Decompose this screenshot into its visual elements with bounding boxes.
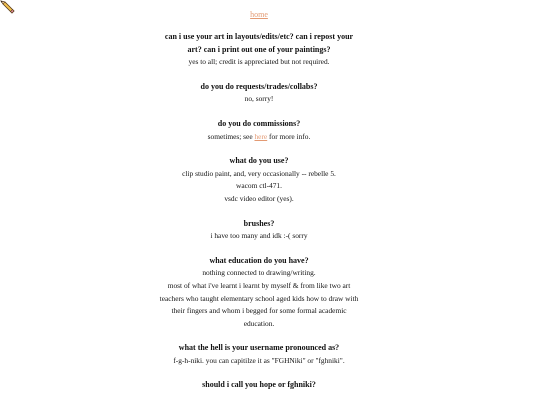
faq-item-education bbox=[0, 255, 518, 331]
faq-item-tools bbox=[0, 155, 518, 205]
faq-question: do you do requests/trades/collabs? bbox=[200, 81, 318, 91]
answer-line: i have too many and idk :-( sorry bbox=[210, 231, 308, 241]
faq-item-usage bbox=[0, 31, 518, 69]
answer-line: most of what i've learnt i learnt by myself & from like two art teachers who taught elementary school aged kids how to draw with their fingers and whom i begged for some formal academic education. bbox=[159, 280, 359, 328]
faq-list bbox=[0, 31, 518, 404]
faq-question: what the hell is your username pronounced as? bbox=[178, 343, 340, 353]
faq-answer bbox=[159, 267, 359, 330]
faq-question: brushes? bbox=[243, 218, 275, 228]
answer-text: for more info. bbox=[267, 131, 311, 141]
answer-line: wacom ctl-471. bbox=[236, 181, 282, 191]
faq-answer bbox=[159, 56, 359, 69]
faq-item-username bbox=[0, 342, 518, 367]
answer-line: vsdc video editor (yes). bbox=[224, 193, 294, 203]
answer-line: yes to all; credit is appreciated but not required. bbox=[188, 57, 330, 67]
answer-text: sometimes; see bbox=[207, 131, 255, 141]
faq-answer bbox=[159, 131, 359, 144]
faq-item-name bbox=[0, 379, 518, 392]
faq-question: can i use your art in layouts/edits/etc? can i repost your art? can i print out one of your paintings? bbox=[164, 32, 354, 54]
faq-question: what do you use? bbox=[229, 156, 289, 166]
faq-question: should i call you hope or fghniki? bbox=[202, 380, 316, 390]
faq-answer bbox=[159, 355, 359, 368]
faq-question: do you do commissions? bbox=[217, 118, 301, 128]
answer-line: clip studio paint, and, very occasionally -- rebelle 5. bbox=[182, 168, 336, 178]
faq-item-commissions bbox=[0, 118, 518, 143]
answer-line: nothing connected to drawing/writing. bbox=[202, 268, 316, 278]
faq-answer bbox=[159, 93, 359, 106]
faq-item-requests bbox=[0, 81, 518, 106]
faq-answer bbox=[159, 230, 359, 243]
home-link[interactable]: home bbox=[250, 10, 268, 19]
commissions-info-link[interactable]: here bbox=[254, 131, 268, 141]
faq-item-brushes bbox=[0, 218, 518, 243]
answer-line: no, sorry! bbox=[244, 94, 274, 104]
answer-line bbox=[159, 131, 359, 144]
faq-question: what education do you have? bbox=[209, 255, 309, 265]
faq-answer bbox=[159, 168, 359, 206]
answer-line: f-g-h-niki. you can capitilze it as "FGHNiki" or "fghniki". bbox=[173, 355, 345, 365]
